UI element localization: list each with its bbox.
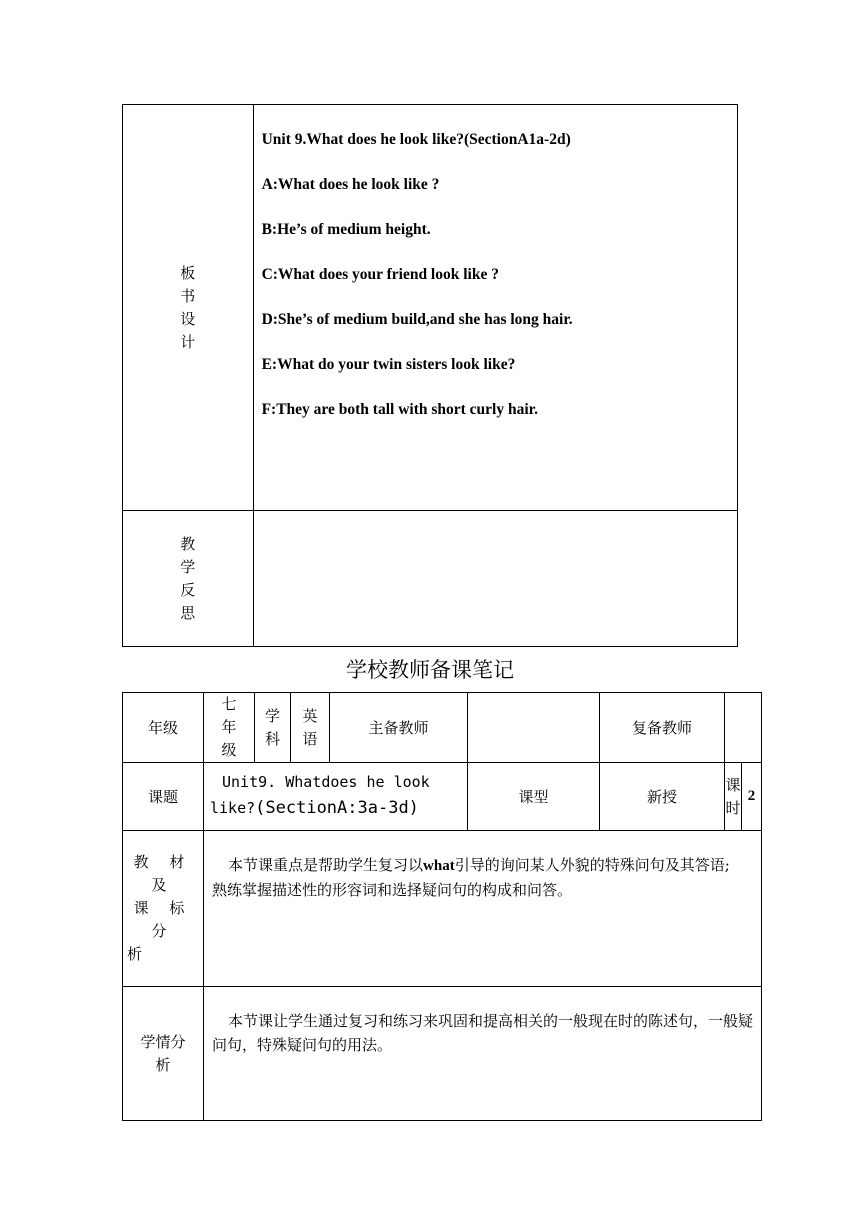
label-char: 计 (180, 332, 196, 351)
grade-char: 级 (221, 741, 237, 759)
label-line: 教 材 及 (133, 853, 193, 894)
label-line: 析 (155, 1055, 171, 1074)
lesson-notes-table (122, 692, 762, 1121)
board-design-label (123, 105, 254, 511)
hours-label-char: 时 (725, 798, 741, 817)
board-line: C:What does your friend look like ? (261, 266, 499, 283)
label-char: 思 (180, 603, 196, 622)
main-teacher-label: 主备教师 (330, 693, 468, 763)
lesson-type-label: 课型 (468, 763, 600, 831)
subject-value (291, 693, 330, 763)
subject-label-char: 科 (264, 729, 280, 748)
student-analysis-content (204, 987, 762, 1121)
board-line: B:He’s of medium height. (261, 221, 431, 238)
label-char: 板 (180, 263, 196, 282)
grade-value (204, 693, 255, 763)
para-text: 引导的询问某人外貌的特殊问句及其答语; (454, 856, 730, 874)
topic-value (204, 763, 468, 831)
topic-line-1: Unit9. Whatdoes he look (222, 772, 430, 791)
review-teacher-field[interactable] (725, 693, 762, 763)
board-line: A:What does he look like ? (261, 176, 440, 193)
student-analysis-label (123, 987, 204, 1121)
textbook-analysis-label (123, 831, 204, 987)
board-line: E:What do your twin sisters look like? (261, 356, 516, 373)
label-line: 学情分 (140, 1032, 186, 1051)
notes-title: 学校教师备课笔记 (346, 658, 514, 682)
grade-char: 七 (221, 695, 237, 713)
lesson-type-value: 新授 (600, 763, 725, 831)
topic-line-2a: like? (210, 798, 256, 817)
label-char: 反 (180, 580, 196, 599)
topic-line-2b: (SectionA:3a-3d) (255, 797, 419, 818)
para-line: 熟练掌握描述性的形容词和选择疑问句的构成和问答。 (212, 881, 573, 899)
topic-label: 课题 (123, 763, 204, 831)
para-text: 本节课让学生通过复习和练习来巩固和提高相关的一般现在时的陈述句，一般疑问句，特殊疑问句的用法。 (212, 1012, 754, 1054)
board-line: D:She’s of medium build,and she has long hair. (261, 311, 573, 328)
lesson-hours-value: 2 (742, 763, 762, 831)
grade-char: 年 (221, 718, 237, 736)
subject-char: 英 (302, 706, 318, 725)
subject-char: 语 (302, 729, 318, 748)
label-line: 课 标 分 (133, 899, 193, 940)
para-text: 本节课重点是帮助学生复习以 (228, 856, 424, 874)
subject-label-char: 学 (264, 706, 280, 725)
textbook-analysis-content (204, 831, 762, 987)
board-line-title: Unit 9.What does he look like?(SectionA1a-2d) (261, 131, 571, 148)
review-teacher-label: 复备教师 (600, 693, 725, 763)
para-keyword: what (423, 858, 455, 874)
grade-label: 年级 (123, 693, 204, 763)
board-design-table (122, 104, 738, 647)
teaching-reflection-label (123, 511, 254, 647)
main-teacher-field[interactable] (468, 693, 600, 763)
teaching-reflection-content[interactable] (253, 511, 737, 647)
hours-label-char: 课 (725, 775, 741, 794)
lesson-hours-label (725, 763, 742, 831)
label-char: 设 (180, 309, 196, 328)
label-char: 教 (180, 534, 196, 553)
label-char: 书 (180, 286, 196, 305)
board-line: F:They are both tall with short curly hair. (261, 401, 538, 418)
board-design-content (253, 105, 737, 511)
label-line: 析 (127, 945, 151, 963)
subject-label (255, 693, 291, 763)
label-char: 学 (180, 557, 196, 576)
